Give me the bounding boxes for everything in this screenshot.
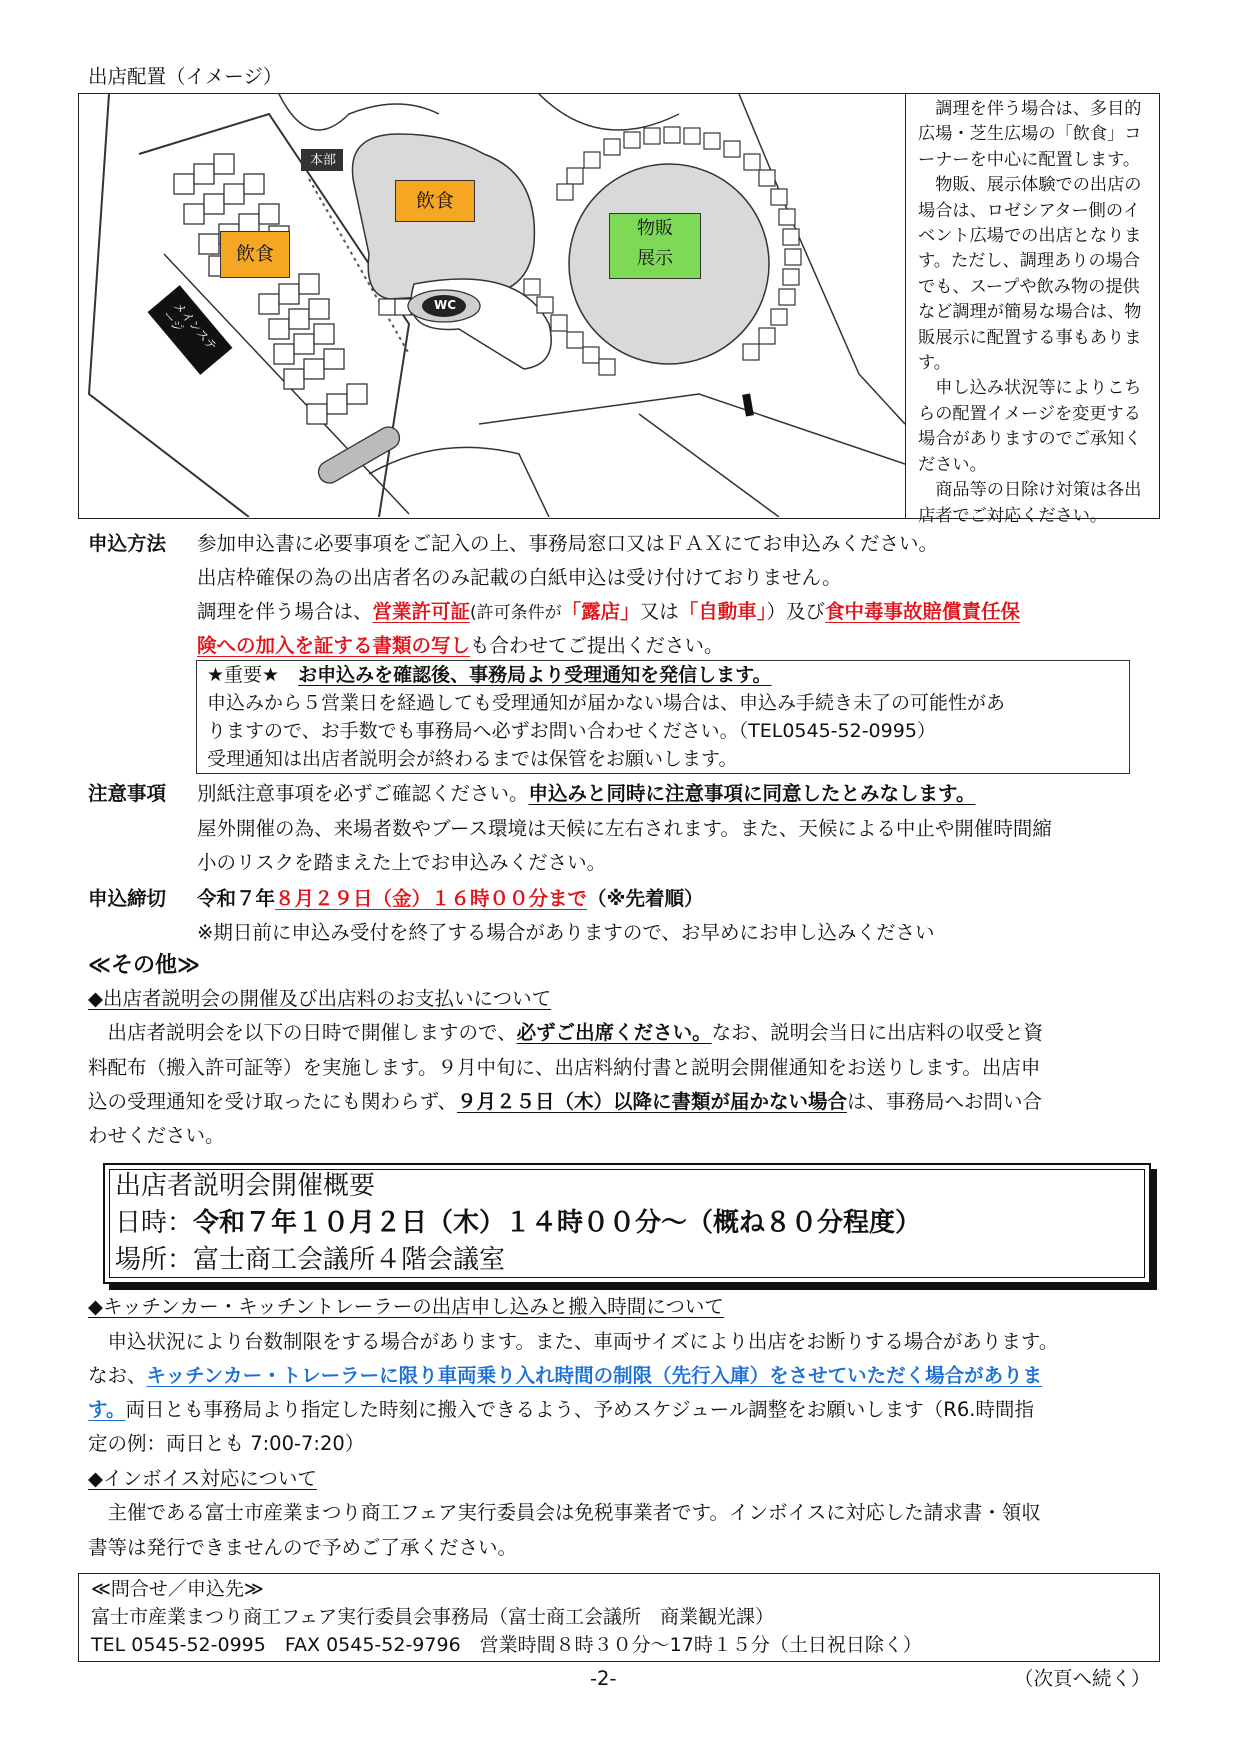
important-notice-box	[196, 660, 1130, 774]
notes-line-2: 屋外開催の為、来場者数やブース環境は天候に左右されます。また、天候による中止や開催時間縮	[197, 817, 1052, 840]
seminar-box-place: 場所：富士商工会議所４階会議室	[115, 1245, 506, 1275]
seminar-para-3	[88, 1085, 1042, 1119]
deadline-label: 申込締切	[88, 887, 167, 910]
seminar-para-4: わせください。	[88, 1124, 225, 1147]
contact-title: ≪問合せ／申込先≫	[91, 1578, 264, 1600]
goods-area-label-2: 展示	[637, 248, 673, 269]
kitchen-heading: ◆キッチンカー・キッチントレーラーの出店申し込みと搬入時間について	[88, 1295, 724, 1318]
food-area-2	[220, 231, 290, 278]
map-note-line: 店者でご対応ください。	[918, 505, 1108, 526]
apply-text: 又は	[639, 600, 679, 623]
kitchen-para-2	[88, 1359, 1042, 1393]
insurance-proof-text: 険への加入を証する書類の写し	[197, 634, 471, 657]
goods-area-label-1: 物販	[637, 218, 673, 239]
seminar-date-label: 日時：	[115, 1208, 194, 1238]
apply-text: も合わせてご提出ください。	[470, 634, 724, 657]
map-note-line: す。ただし、調理ありの場合	[918, 251, 1141, 272]
layout-note	[905, 93, 1160, 526]
seminar-text: 出店者説明会を以下の日時で開催しますので、	[88, 1021, 517, 1044]
insurance-text: 食中毒事故賠償責任保	[824, 600, 1020, 623]
kitchen-para-1: 申込状況により台数制限をする場合があります。また、車両サイズにより出店をお断りする場合があります。	[88, 1330, 1059, 1353]
kitchen-text: 両日とも事務局より指定した時刻に搬入できるよう、予めスケジュール調整をお願いします（R6.時間指	[125, 1398, 1034, 1421]
kitchen-para-3	[88, 1393, 1034, 1427]
apply-text: (許可条件が	[470, 603, 562, 623]
important-line-3: 受理通知は出店者説明会が終わるまでは保管をお願いします。	[207, 748, 738, 770]
map-note-line: ださい。	[918, 454, 987, 475]
notes-label: 注意事項	[88, 782, 167, 805]
map-note-line: 場合がありますのでご承知く	[918, 429, 1142, 450]
other-heading: ≪その他≫	[88, 953, 201, 978]
deadline-year: 令和７年	[197, 887, 276, 910]
roten-text: 「露店」	[561, 600, 640, 623]
map-note-line: でも、スープや飲み物の提供	[918, 276, 1140, 297]
map-note-line: らの配置イメージを変更する	[918, 403, 1141, 424]
contact-box	[78, 1573, 1160, 1662]
apply-line-2: 出店枠確保の為の出店者名のみ記載の白紙申込は受け付けておりません。	[197, 566, 842, 589]
seminar-text: なお、説明会当日に出店料の収受と資	[711, 1021, 1044, 1044]
map-note-line: ーナーを中心に配置します。	[918, 149, 1141, 170]
seminar-para-2: 料配布（搬入許可証等）を実施します。９月中旬に、出店料納付書と説明会開催通知をお送りします。出店申	[88, 1056, 1041, 1079]
notes-agree-text: 申込みと同時に注意事項に同意したとみなします。	[528, 782, 976, 805]
map-note-line: 調理を伴う場合は、多目的	[918, 99, 1142, 119]
apply-text: 調理を伴う場合は、	[197, 600, 373, 623]
deadline-note: ※期日前に申込み受付を終了する場合がありますので、お早めにお申し込みください	[197, 921, 935, 944]
apply-line-3	[197, 595, 1020, 630]
map-note-line: 販展示に配置する事もありま	[918, 327, 1142, 348]
wc-label: WC	[433, 298, 457, 312]
map-note-line: ベント広場での出店となりま	[918, 226, 1142, 247]
deadline-date: ８月２９日（金）１６時００分まで	[275, 887, 588, 910]
seminar-para-1	[88, 1016, 1043, 1050]
map-note-line: 広場・芝生広場の「飲食」コ	[918, 124, 1142, 145]
notes-line-3: 小のリスクを踏まえた上でお申込みください。	[197, 851, 607, 874]
map-note-line: など調理が簡易な場合は、物	[918, 302, 1142, 323]
kitchen-restriction-end: す。	[88, 1398, 126, 1421]
goods-area	[609, 213, 701, 279]
documents-deadline-text: ９月２５日（木）以降に書類が届かない場合	[456, 1090, 847, 1113]
must-attend-text: 必ずご出席ください。	[516, 1021, 712, 1044]
important-title-text: お申込みを確認後、事務局より受理通知を発信します。	[298, 664, 772, 686]
apply-label: 申込方法	[88, 532, 167, 555]
seminar-box-date	[115, 1204, 921, 1242]
map-note-line: す。	[918, 353, 951, 374]
food-area-1	[395, 180, 475, 222]
map-note-line: 物販、展示体験での出店の	[918, 175, 1142, 196]
contact-org: 富士市産業まつり商工フェア実行委員会事務局（富士商工会議所 商業観光課）	[91, 1606, 775, 1628]
continue-note: （次頁へ続く）	[1014, 1667, 1151, 1690]
seminar-text: は、事務局へお問い合	[846, 1090, 1042, 1113]
invoice-heading: ◆インボイス対応について	[88, 1467, 317, 1490]
deadline-first-come: （※先着順）	[587, 887, 704, 910]
invoice-para-1: 主催である富士市産業まつり商工フェア実行委員会は免税事業者です。インボイスに対応した請求書・領収	[88, 1501, 1041, 1524]
main-stage-label: メインステージ	[159, 299, 220, 354]
notes-line-1	[197, 777, 975, 811]
kitchen-para-4: 定の例：両日とも 7:00-7:20）	[88, 1432, 365, 1455]
seminar-heading: ◆出店者説明会の開催及び出店料のお支払いについて	[88, 987, 552, 1010]
layout-map	[79, 94, 905, 517]
seminar-box-title: 出店者説明会開催概要	[115, 1171, 376, 1201]
deadline-line	[197, 882, 704, 916]
food-area-2-label: 飲食	[235, 243, 274, 265]
food-area-1-label: 飲食	[415, 190, 454, 212]
map-note-line: 場合は、ロゼシアター側のイ	[918, 200, 1141, 221]
vehicle-text: 「自動車」	[678, 600, 767, 623]
contact-info: TEL 0545-52-0995 FAX 0545-52-9796 営業時間８時３０分～17時１５分（土日祝日除く）	[91, 1634, 922, 1656]
layout-title: 出店配置（イメージ）	[88, 65, 283, 88]
important-star: ★重要★	[207, 664, 299, 686]
map-note-line: 商品等の日除け対策は各出	[918, 480, 1142, 501]
kitchen-restriction-text: キッチンカー・トレーラーに限り車両乗り入れ時間の制限（先行入庫）をさせていただく場合がありま	[146, 1364, 1043, 1387]
honbu-label: 本部	[309, 153, 336, 168]
kitchen-text: なお、	[88, 1364, 147, 1387]
seminar-text: 込の受理通知を受け取ったにも関わらず、	[88, 1090, 457, 1113]
important-line-2: りますので、お手数でも事務局へ必ずお問い合わせください。（TEL0545-52-0995）	[207, 720, 936, 742]
page-number: -2-	[590, 1667, 617, 1690]
notes-text: 別紙注意事項を必ずご確認ください。	[197, 782, 529, 805]
business-license-text: 営業許可証	[372, 600, 471, 623]
apply-line-1: 参加申込書に必要事項をご記入の上、事務局窓口又はＦＡＸにてお申込みください。	[197, 532, 939, 555]
important-line-1: 申込みから５営業日を経過しても受理通知が届かない場合は、申込み手続き未了の可能性があ	[207, 692, 1006, 714]
seminar-summary-box	[103, 1163, 1151, 1284]
map-note-line: 申し込み状況等によりこち	[918, 378, 1142, 399]
invoice-para-2: 書等は発行できませんので予めご了承ください。	[88, 1536, 518, 1559]
apply-text: ）及び	[766, 600, 825, 623]
seminar-date-value: 令和７年１０月２日（木）１４時００分～（概ね８０分程度）	[193, 1208, 922, 1238]
